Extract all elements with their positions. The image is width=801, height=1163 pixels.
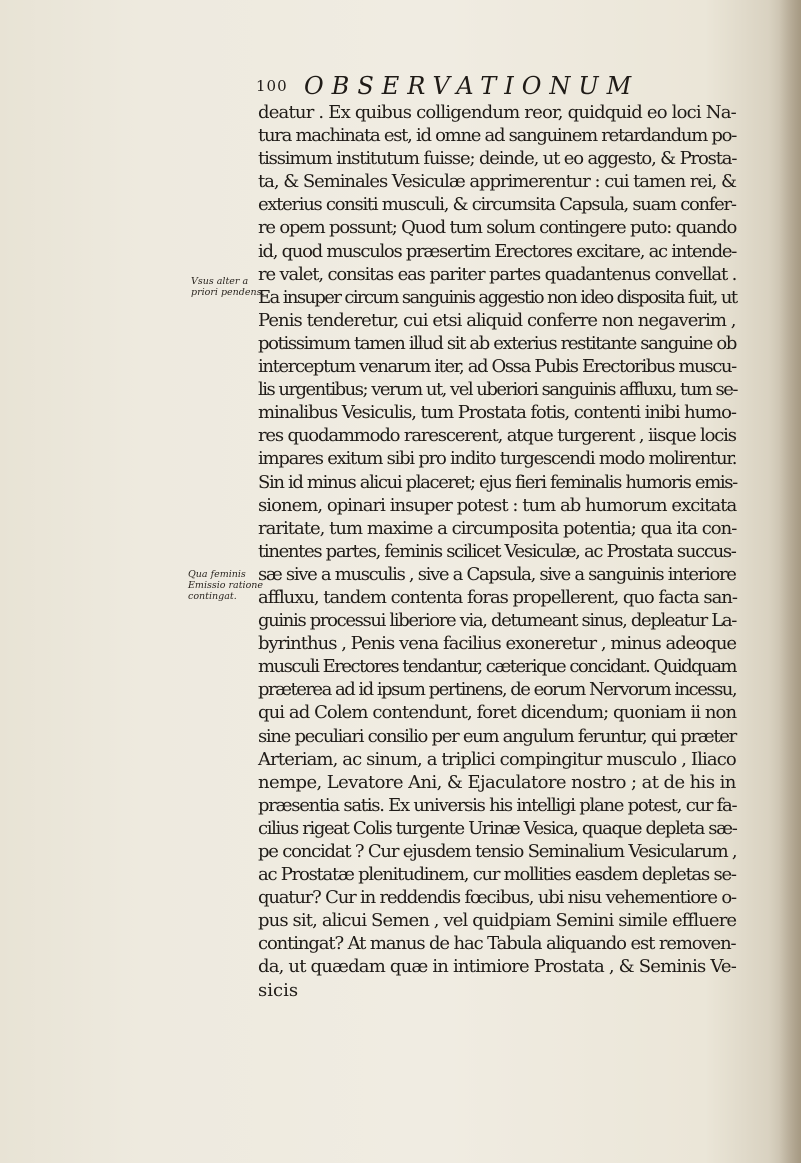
text-line: præsentia satis. Ex universis his intelligi plane potest, cur fa- <box>258 794 737 816</box>
text-line: pe concidat ? Cur ejusdem tensio Seminalium Vesicularum , <box>258 841 737 862</box>
running-title: OBSERVATIONUM <box>304 72 640 100</box>
text-line: byrinthus , Penis vena facilius exoneretur , minus adeoque <box>258 633 737 655</box>
text-line: contingat? At manus de hac Tabula aliquando est removen- <box>258 933 736 955</box>
text-line: minalibus Vesiculis, tum Prostata fotis, contenti inibi humo- <box>258 402 736 424</box>
text-line: re opem possunt; Quod tum solum contingere puto: quando <box>258 217 737 239</box>
text-line: sionem, opinari insuper potest : tum ab humorum excitata <box>258 494 737 516</box>
margin-note-line: priori pendens. <box>191 287 265 298</box>
margin-note-usus-alter <box>191 276 265 298</box>
text-line: Sin id minus alicui placeret; ejus fieri feminalis humoris emis- <box>258 471 737 493</box>
text-line: id, quod musculos præsertim Erectores excitare, ac intende- <box>258 240 737 262</box>
margin-note-line: Qua feminis <box>188 569 246 580</box>
text-line: quatur? Cur in reddendis fœcibus, ubi nisu vehementiore o- <box>258 887 736 909</box>
text-line: deatur . Ex quibus colligendum reor, quidquid eo loci Na- <box>258 102 736 123</box>
text-line: tissimum institutum fuisse; deinde, ut eo aggesto, & Prosta- <box>258 148 737 170</box>
text-line: cilius rigeat Colis turgente Urinæ Vesica, quaque depleta sæ- <box>258 817 737 839</box>
text-line: impares exitum sibi pro indito turgescendi modo molirentur. <box>258 448 737 470</box>
text-line: exterius consiti musculi, & circumsita Capsula, suam confer- <box>258 194 736 216</box>
text-line: nempe, Levatore Ani, & Ejaculatore nostro ; at de his in <box>258 771 736 793</box>
text-line: sicis <box>258 979 299 1001</box>
text-line: affluxu, tandem contenta foras propellerent, quo facta san- <box>258 586 737 608</box>
page-edge-shadow <box>779 0 801 1163</box>
text-line: tura machinata est, id omne ad sanguinem retardandum po- <box>258 125 737 147</box>
text-line: sæ sive a musculis , sive a Capsula, sive a sanguinis interiore <box>258 563 736 585</box>
text-line: præterea ad id ipsum pertinens, de eorum Nervorum incessu, <box>258 679 737 701</box>
text-line: interceptum venarum iter, ad Ossa Pubis Erectoribus muscu- <box>258 356 736 378</box>
text-line: Penis tenderetur, cui etsi aliquid conferre non negaverim , <box>258 309 736 331</box>
body-text <box>258 101 738 1002</box>
text-line: musculi Erectores tendantur, cæterique concidant. Quidquam <box>258 656 736 678</box>
text-line: ac Prostatæ plenitudinem, cur mollities easdem depletas se- <box>258 864 736 886</box>
text-line: Arteriam, ac sinum, a triplici compingitur musculo , Iliaco <box>258 748 736 770</box>
margin-note-line: Vsus alter a <box>191 276 249 287</box>
page-number: 100 <box>256 77 288 95</box>
text-line: tinentes partes, feminis scilicet Vesiculæ, ac Prostata succus- <box>258 540 736 562</box>
margin-note-emissio <box>188 569 263 602</box>
margin-note-line: Emissio ratione <box>188 580 264 591</box>
text-line: qui ad Colem contendunt, foret dicendum; quoniam ii non <box>258 702 737 724</box>
text-line: sine peculiari consilio per eum angulum feruntur, qui præter <box>258 725 736 747</box>
text-line: ta, & Seminales Vesiculæ apprimerentur : cui tamen rei, & <box>258 171 736 193</box>
text-line: potissimum tamen illud sit ab exterius restitante sanguine ob <box>258 332 737 354</box>
text-line: guinis processui liberiore via, detumeant sinus, depleatur La- <box>258 610 736 632</box>
text-line: da, ut quædam quæ in intimiore Prostata , & Seminis Ve- <box>258 956 736 978</box>
text-line: lis urgentibus; verum ut, vel uberiori sanguinis affluxu, tum se- <box>258 379 737 401</box>
margin-note-line: contingat. <box>188 591 237 602</box>
text-line: Ea insuper circum sanguinis aggestio non ideo disposita fuit, ut <box>258 286 737 308</box>
text-line: res quodammodo rarescerent, atque turgerent , iisque locis <box>258 425 736 447</box>
text-line: pus sit, alicui Semen , vel quidpiam Semini simile effluere <box>258 910 737 932</box>
text-line: raritate, tum maxime a circumposita potentia; qua ita con- <box>258 517 737 539</box>
text-line: re valet, consitas eas pariter partes quadantenus convellat . <box>258 263 737 285</box>
